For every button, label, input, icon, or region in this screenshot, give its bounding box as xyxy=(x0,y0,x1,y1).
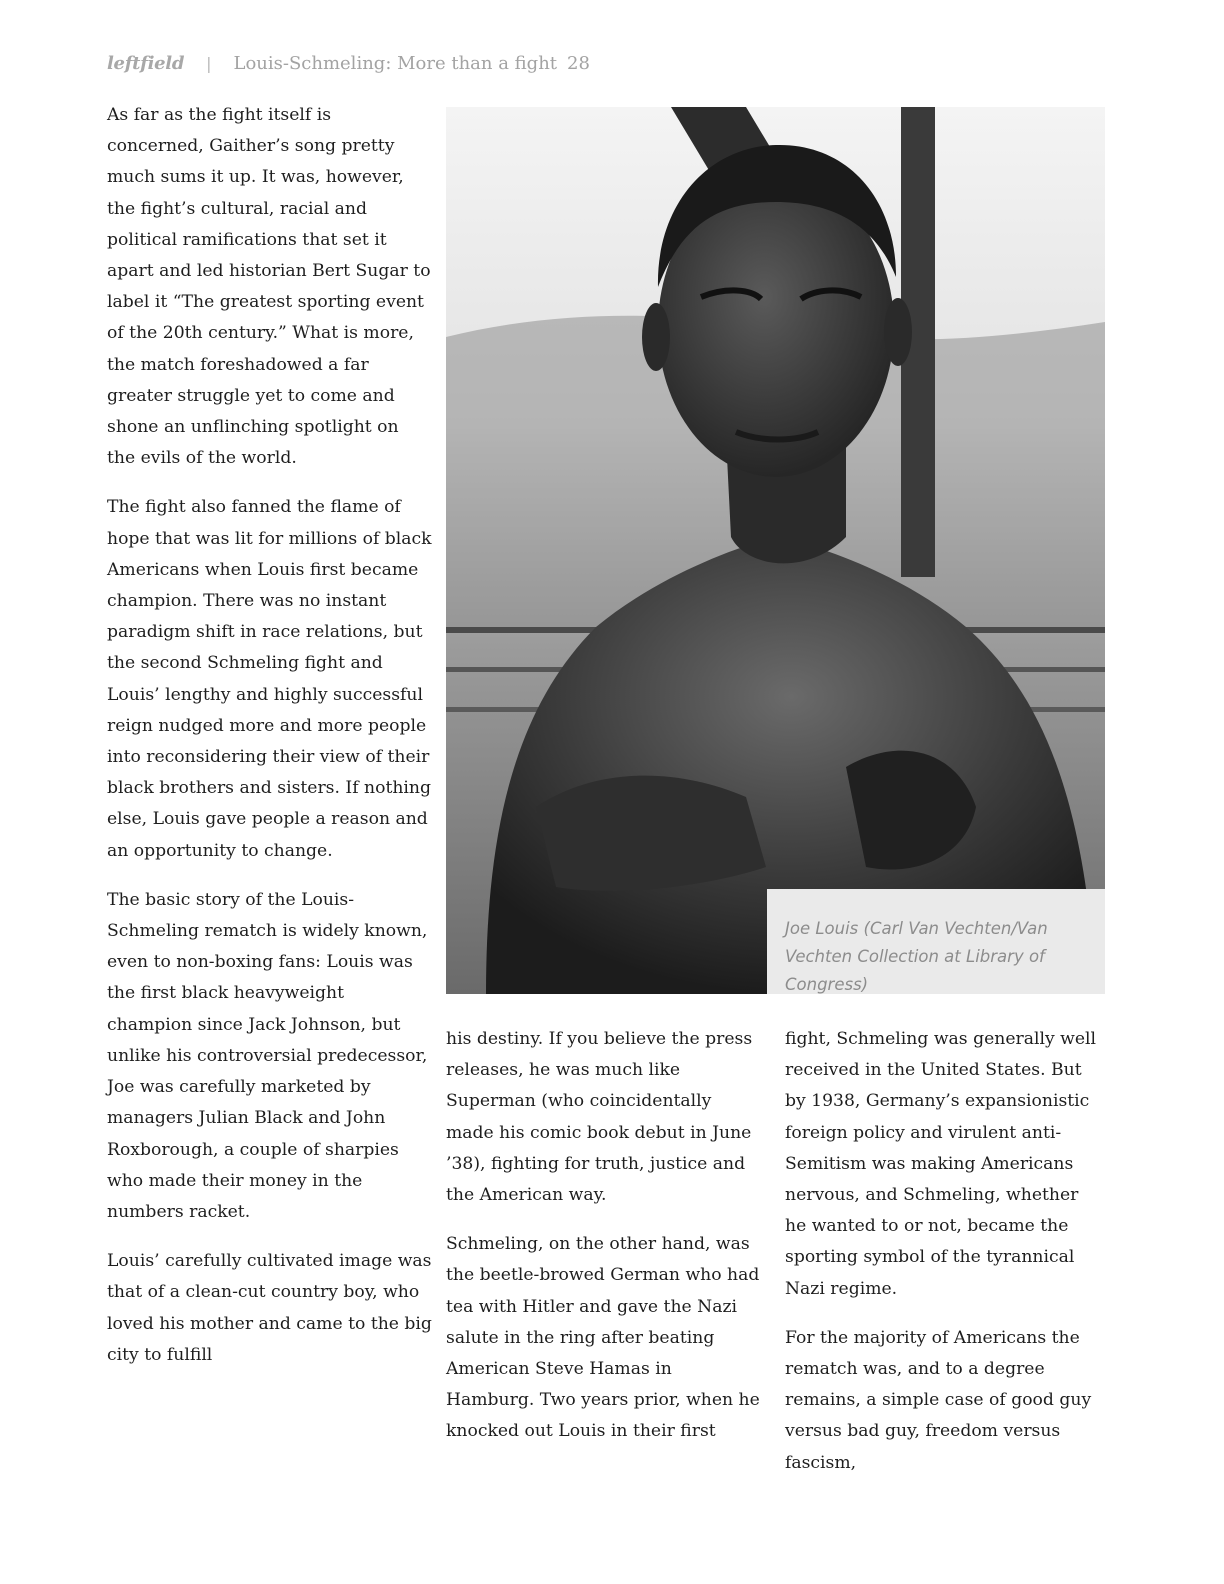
paragraph: The fight also fanned the flame of hope that was lit for millions of black Americans when Louis first became champion. There was no instant paradigm shift in race relations, but the second Schmeling fight and Louis’ lengthy and highly successful reign nudged more and more people into reconsidering their view of their black brothers and sisters. If nothing else, Louis gave people a reason and an opportunity to change. xyxy=(107,497,432,861)
paragraph: fight, Schmeling was generally well received in the United States. But by 1938, Germany’s expansionistic foreign policy and virulent anti-Semitism was making Americans nervous, and Schmeling, whether he wanted to or not, became the sporting symbol of the tyrannical Nazi regime. xyxy=(785,1029,1097,1299)
paragraph: The basic story of the Louis-Schmeling rematch is widely known, even to non-boxing fans: Louis was the first black heavyweight champion since Jack Johnson, but unlike his controversial predecessor, Joe was carefully marketed by managers Julian Black and John Roxborough, a couple of sharpies who made their money in the numbers racket. xyxy=(107,889,428,1222)
paragraph: As far as the fight itself is concerned, Gaither’s song pretty much sums it up. It was, however, the fight’s cultural, racial and political ramifications that set it apart and led historian Bert Sugar to label it “The greatest sporting event of the 20th century.” What is more, the match foreshadowed a far greater struggle yet to come and shone an unflinching spotlight on the evils of the world. xyxy=(107,105,431,469)
text-column-right xyxy=(785,1024,1105,1497)
page-header xyxy=(107,50,590,76)
text-column-left xyxy=(107,100,432,1389)
paragraph: his destiny. If you believe the press releases, he was much like Superman (who coincidentally made his comic book debut in June ’38), fighting for truth, justice and the American way. xyxy=(446,1029,753,1206)
article-title: Louis-Schmeling: More than a fight xyxy=(233,52,558,74)
paragraph: For the majority of Americans the rematch was, and to a degree remains, a simple case of good guy versus bad guy, freedom versus fascism, xyxy=(785,1327,1092,1473)
header-separator: | xyxy=(206,53,212,73)
paragraph: Schmeling, on the other hand, was the beetle-browed German who had tea with Hitler and gave the Nazi salute in the ring after beating American Steve Hamas in Hamburg. Two years prior, when he knocked out Louis in their first xyxy=(446,1234,760,1442)
text-column-middle xyxy=(446,1024,764,1466)
page-number: 28 xyxy=(567,52,590,74)
photo-caption: Joe Louis (Carl Van Vechten/Van Vechten Collection at Library of Congress) xyxy=(767,889,1105,994)
joe-louis-photo xyxy=(446,107,1105,994)
publication-brand: leftfield xyxy=(107,52,185,74)
paragraph: Louis’ carefully cultivated image was that of a clean-cut country boy, who loved his mother and came to the big city to fulfill xyxy=(107,1251,432,1365)
